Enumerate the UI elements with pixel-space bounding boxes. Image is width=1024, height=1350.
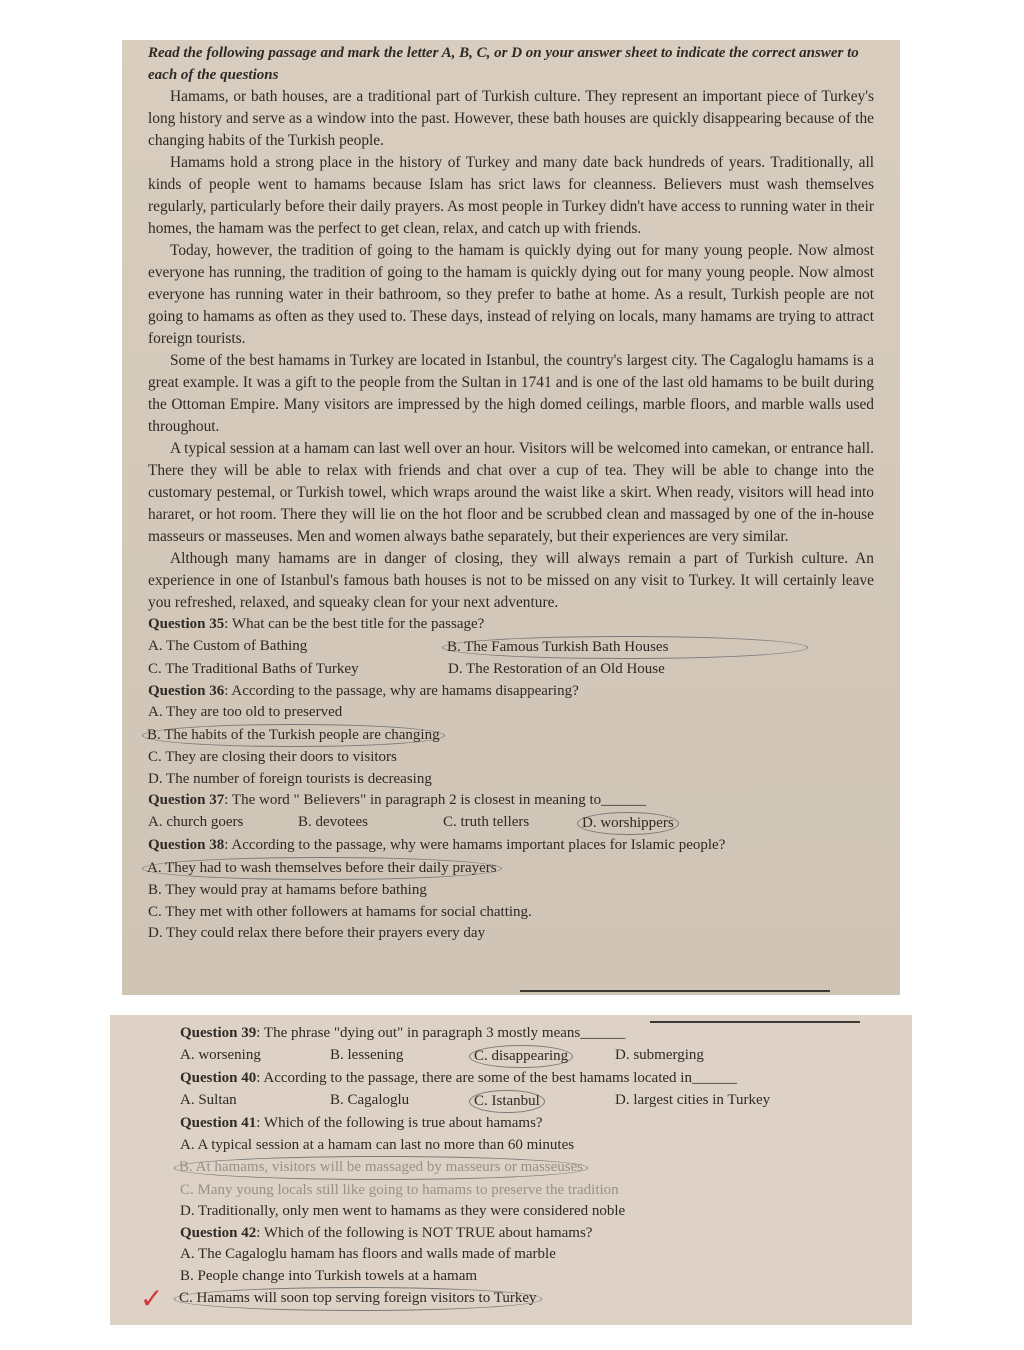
option-a[interactable]: A. The Custom of Bathing	[148, 637, 308, 654]
question-37	[148, 790, 874, 835]
question-text: : According to the passage, why are hamams disappearing?	[224, 682, 579, 699]
option-a[interactable]: A. Sultan	[180, 1091, 237, 1108]
option-b[interactable]: B. Cagaloglu	[330, 1091, 410, 1108]
option-b[interactable]: B. devotees	[298, 813, 368, 830]
option-b-circled[interactable]: B. At hamams, visitors will be massaged by masseurs or masseuses	[174, 1156, 588, 1180]
question-label: Question 42	[180, 1224, 257, 1241]
question-39	[180, 1023, 872, 1068]
question-text: : The phrase "dying out" in paragraph 3 mostly means______	[256, 1025, 626, 1041]
option-d-circled[interactable]: D. worshippers	[577, 812, 679, 836]
question-label: Question 40	[180, 1070, 257, 1086]
option-a[interactable]: A. The Cagaloglu hamam has floors and walls made of marble	[180, 1246, 556, 1262]
question-35	[148, 614, 874, 681]
option-c-circled[interactable]: C. disappearing	[469, 1045, 573, 1069]
paragraph-3: Today, however, the tradition of going to the hamam is quickly dying out for many young people. Now almost everyone has running, the tradition of going to the hamam is quickly dying out for many young people. Now almost everyone has running water in their bathroom, so they prefer to bathe at home. As a result, Turkish people are not going to hamams as often as they used to. These days, instead of relying on locals, many hamams are trying to attract foreign tourists.	[148, 242, 874, 347]
worksheet-page-1	[122, 40, 900, 995]
question-label: Question 36	[148, 682, 225, 699]
question-40	[180, 1068, 872, 1113]
option-a[interactable]: A. church goers	[148, 813, 244, 830]
question-label: Question 38	[148, 837, 225, 853]
check-mark-icon: ✓	[140, 1282, 164, 1315]
question-text: : Which of the following is true about hamams?	[256, 1115, 543, 1131]
option-d[interactable]: D. Traditionally, only men went to hamams as they were considered noble	[180, 1203, 626, 1219]
paragraph-6: Although many hamams are in danger of closing, they will always remain a part of Turkish culture. An experience in one of Istanbul's famous bath houses is not to be missed on any visit to Turkey. It will certainly leave you refreshed, relaxed, and squeaky clean for your next adventure.	[148, 550, 874, 611]
option-c[interactable]: C. truth tellers	[443, 813, 530, 830]
question-label: Question 41	[180, 1115, 257, 1131]
question-text: : The word " Believers" in paragraph 2 is closest in meaning to______	[224, 792, 647, 808]
option-d[interactable]: D. submerging	[615, 1046, 704, 1063]
question-36	[148, 681, 874, 791]
paragraph-4: Some of the best hamams in Turkey are located in Istanbul, the country's largest city. The Cagaloglu hamams is a great example. It was a gift to the people from the Sultan in 1741 and is one of the last old hamams to be built during the Ottoman Empire. Many visitors are impressed by the high domed ceilings, marble floors, and marble walls used throughout.	[148, 352, 874, 435]
instruction-text: Read the following passage and mark the letter A, B, C, or D on your answer sheet to indicate the correct answer to each of the questions	[148, 45, 859, 83]
option-c[interactable]: C. They are closing their doors to visitors	[148, 749, 397, 765]
paragraph-1: Hamams, or bath houses, are a traditional part of Turkish culture. They represent an important piece of Turkey's long history and serve as a window into the past. However, these bath houses are quickly disappearing because of the changing habits of the Turkish people.	[148, 88, 874, 149]
option-b-circled[interactable]: B. The habits of the Turkish people are changing	[142, 724, 445, 748]
option-c[interactable]: C. Many young locals still like going to hamams to preserve the tradition	[180, 1181, 619, 1198]
option-c[interactable]: C. The Traditional Baths of Turkey	[148, 661, 359, 677]
option-a-circled[interactable]: A. They had to wash themselves before their daily prayers	[142, 857, 502, 881]
option-b[interactable]: B. lessening	[330, 1046, 404, 1063]
question-text: : Which of the following is NOT TRUE about hamams?	[256, 1224, 593, 1241]
question-text: : What can be the best title for the passage?	[224, 616, 485, 632]
option-d[interactable]: D. They could relax there before their prayers every day	[148, 925, 486, 941]
option-c[interactable]: C. They met with other followers at hamams for social chatting.	[148, 903, 532, 920]
option-c-circled[interactable]: C. Hamams will soon top serving foreign visitors to Turkey	[174, 1287, 542, 1311]
option-b[interactable]: B. People change into Turkish towels at a hamam	[180, 1267, 478, 1284]
question-label: Question 39	[180, 1025, 257, 1041]
option-d[interactable]: D. largest cities in Turkey	[615, 1091, 771, 1108]
option-a[interactable]: A. They are too old to preserved	[148, 704, 343, 720]
option-c-circled[interactable]: C. Istanbul	[469, 1090, 545, 1114]
question-text: : According to the passage, there are some of the best hamams located in______	[256, 1070, 737, 1086]
paragraph-2: Hamams hold a strong place in the history of Turkey and many date back hundreds of years. Traditionally, all kinds of people went to hamams because Islam has srict laws for cleanness. Believers must wash themselves regularly, particularly before their daily prayers. As most people in Turkey didn't have access to running water in their homes, the hamam was the perfect to get clean, relax, and catch up with friends.	[148, 154, 874, 237]
pen-line	[520, 990, 830, 992]
question-38	[148, 835, 874, 945]
option-d[interactable]: D. The number of foreign tourists is decreasing	[148, 770, 432, 787]
question-label: Question 37	[148, 792, 225, 808]
pen-line	[650, 1021, 860, 1023]
question-41	[180, 1113, 872, 1223]
question-text: : According to the passage, why were hamams important places for Islamic people?	[224, 837, 726, 853]
paragraph-5: A typical session at a hamam can last well over an hour. Visitors will be welcomed into camekan, or entrance hall. There they will be able to relax with friends and chat over a cup of tea. They will be able to change into the customary pestemal, or Turkish towel, which wraps around the waist like a skirt. When ready, visitors will head into hararet, or hot room. There they will lie on the hot floor and be scrubbed clean and massaged by one of the in-house masseurs or masseuses. Men and women always bathe separately, but their experiences are very similar.	[148, 440, 874, 545]
question-label: Question 35	[148, 616, 225, 632]
option-d[interactable]: D. The Restoration of an Old House	[448, 661, 665, 677]
option-a[interactable]: A. worsening	[180, 1046, 261, 1063]
option-a[interactable]: A. A typical session at a hamam can last no more than 60 minutes	[180, 1136, 575, 1153]
question-42	[180, 1223, 872, 1311]
option-b-circled[interactable]: B. The Famous Turkish Bath Houses	[442, 636, 808, 660]
worksheet-page-2	[110, 1015, 912, 1325]
option-b[interactable]: B. They would pray at hamams before bathing	[148, 882, 427, 898]
